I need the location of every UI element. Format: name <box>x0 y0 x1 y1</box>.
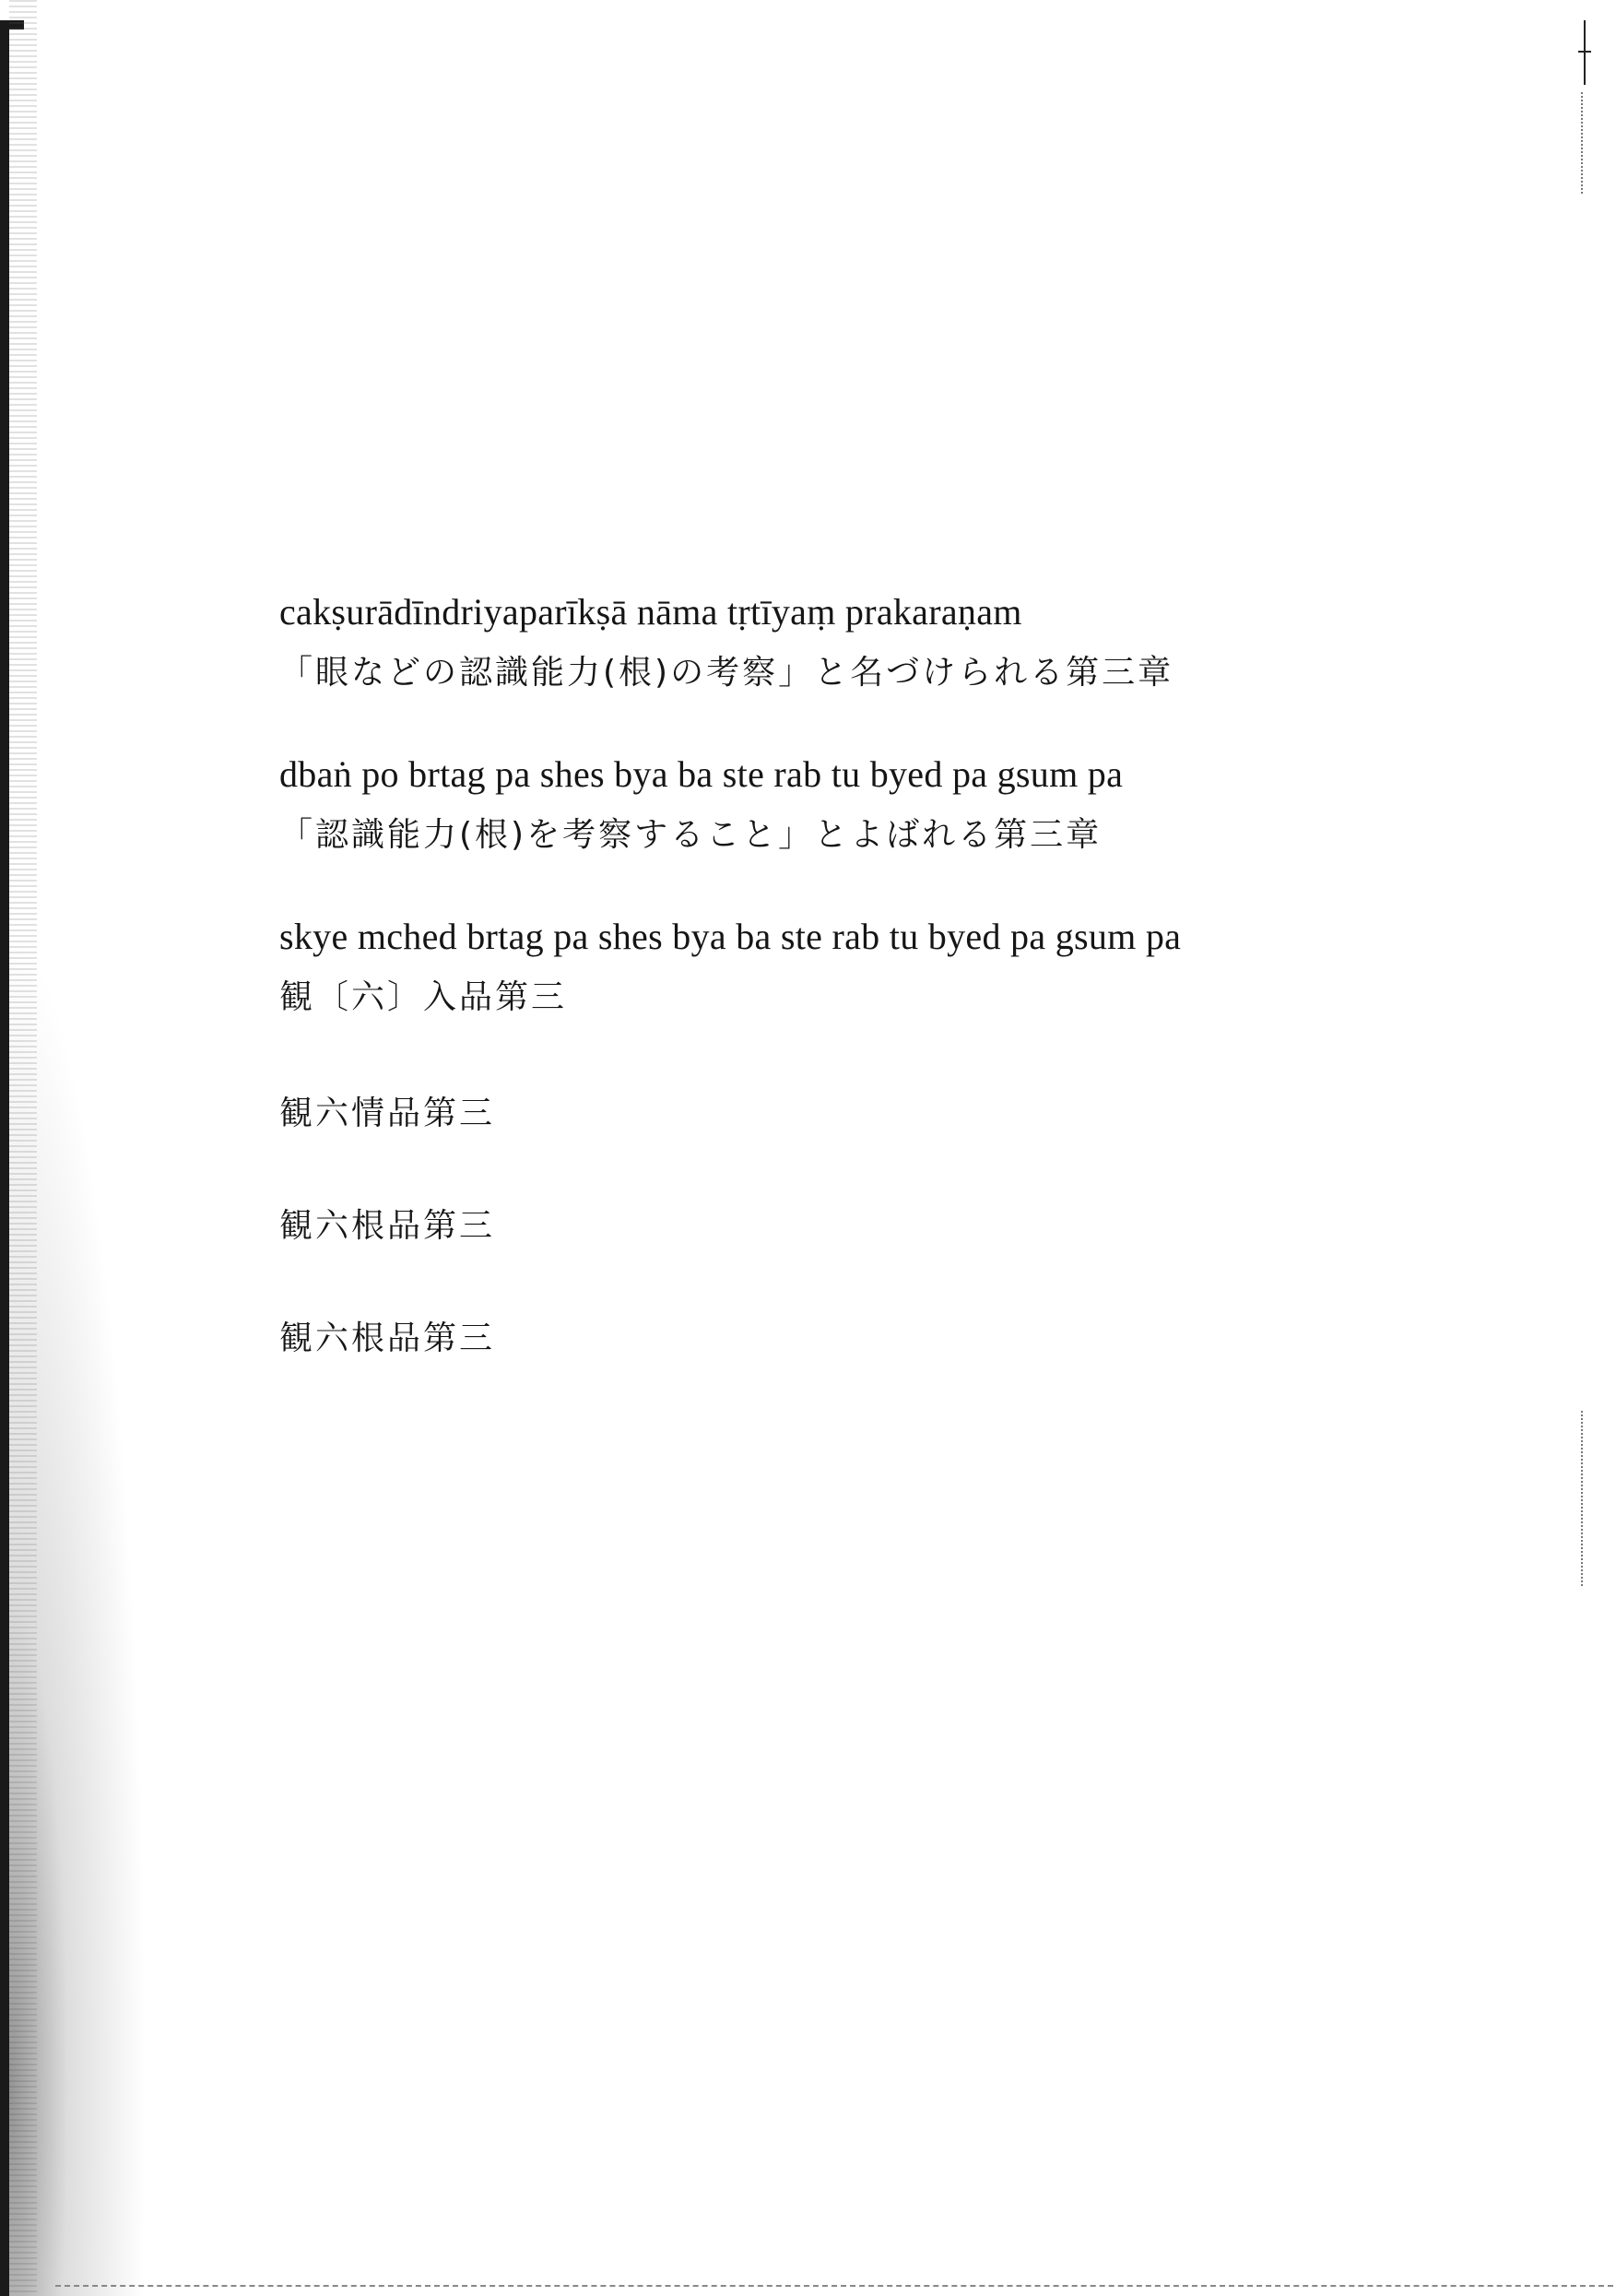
tibetan-title-1: dbaṅ po brtag pa shes bya ba ste rab tu byed pa gsum pa <box>279 753 1124 795</box>
tibetan-translation-1: 「認識能力(根)を考察すること」とよばれる第三章 <box>279 816 1103 854</box>
tibetan-translation-2: 観〔六〕入品第三 <box>279 978 568 1016</box>
scan-right-dots-top <box>1581 92 1583 194</box>
scan-right-dots-middle <box>1581 1411 1583 1586</box>
scan-right-mark-crossbar <box>1578 51 1591 53</box>
tibetan-title-2: skye mched brtag pa shes bya ba ste rab tu byed pa gsum pa <box>279 916 1182 957</box>
sanskrit-title: cakṣurādīndriyaparīkṣā nāma tṛtīyaṃ prakaraṇam <box>279 591 1022 633</box>
chinese-title-3: 観六根品第三 <box>279 1320 496 1357</box>
scan-bottom-edge <box>55 2285 1613 2287</box>
sanskrit-translation: 「眼などの認識能力(根)の考察」と名づけられる第三章 <box>279 654 1174 692</box>
chinese-title-1: 観六情品第三 <box>279 1095 496 1132</box>
chinese-title-2: 観六根品第三 <box>279 1207 496 1245</box>
scan-left-border <box>0 28 9 2296</box>
chapter-titles <box>279 590 1459 1361</box>
scan-right-mark <box>1584 20 1586 85</box>
scan-shadow <box>9 922 147 2296</box>
